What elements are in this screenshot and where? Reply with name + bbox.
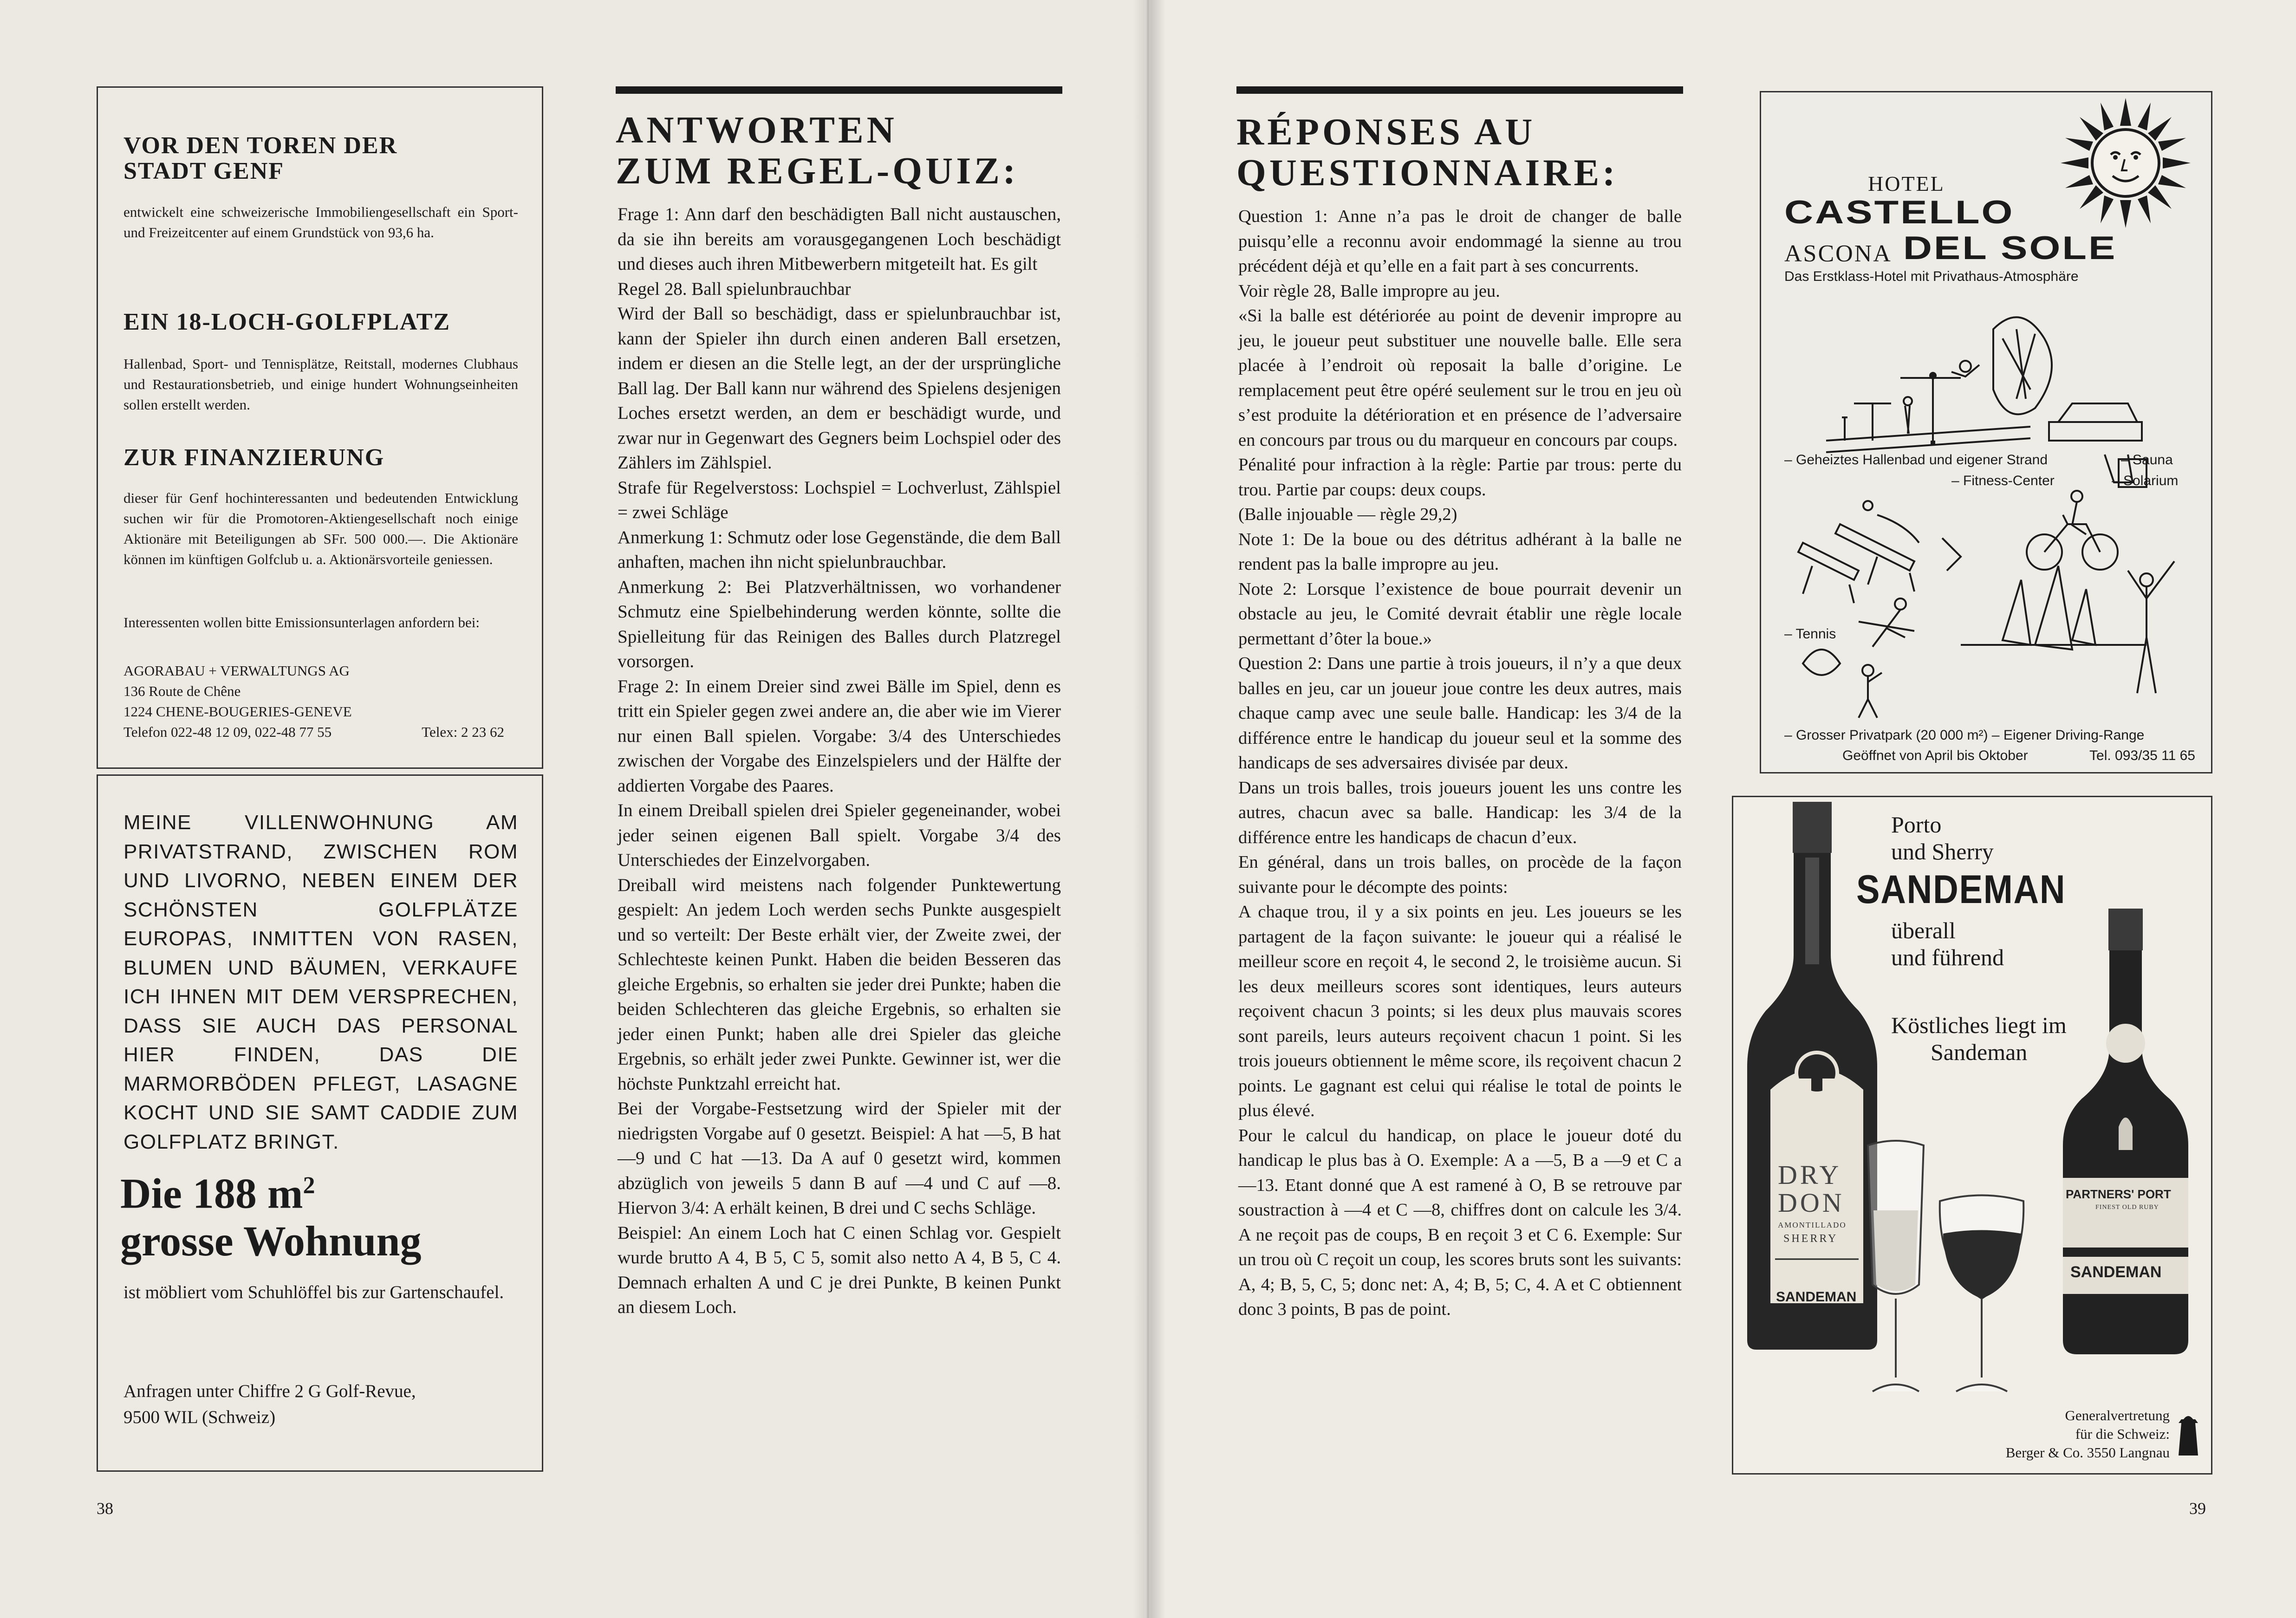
genf-text-2: Hallenbad, Sport- und Tennisplätze, Reitstall, modernes Clubhaus und Restaurationsbetrieb, und einige hundert Wohnungseinheiten sollen erstellt werden. — [124, 356, 518, 413]
fr-paragraph: A chaque trou, il y a six points en jeu. Les joueurs se les partagent de la façon suivante: le joueur qui a réalisé le meilleur score en reçoit 4, le second 2, le troisième aucun. Si les deux meilleurs scores sont identiques, leurs auteurs reçoivent chacun 3 points; si les deux plus mauvais scores sont pareils, leurs auteurs reçoivent chacun 1 point. Si les trois joueurs obtiennent le même score, ils reçoivent chacun 2 points. Le gagnant est celui qui réalise le total de points le plus élevé. — [1238, 902, 1682, 1120]
de-paragraph: Anmerkung 1: Schmutz oder lose Gegenstände, die dem Ball anhaften, machen ihn nicht spielunbrauchbar. — [618, 527, 1061, 572]
de-paragraph: In einem Dreiball spielen drei Spieler gegeneinander, wobei jeder seinen eigenen Ball spielt. Vorgabe 3/4 des Unterschiedes der Einzelvorgaben. — [618, 800, 1061, 870]
villa-ad — [97, 774, 543, 1472]
fr-paragraph: Note 1: De la boue ou des détritus adhérant à la balle ne rendent pas la balle impropre au jeu. — [1238, 529, 1682, 574]
villa-caps-text: MEINE VILLENWOHNUNG AM PRIVATSTRAND, ZWISCHEN ROM UND LIVORNO, NEBEN EINEM DER SCHÖNSTEN GOLFPLÄTZE EUROPAS, INMITTEN VON RASEN, BLUMEN UND BÄUMEN, VERKAUFE ICH IHNEN MIT DEM VERSPRECHEN, DASS SIE AUCH DAS PERSONAL HIER FINDEN, DAS DIE MARMORBÖDEN PFLEGT, LASAGNE KOCHT UND SIE SAMT CADDIE ZUM GOLFPLATZ BRINGT. — [124, 811, 518, 1153]
agent-line-2: für die Schweiz: — [2075, 1426, 2170, 1442]
port-bottle-icon — [2049, 909, 2202, 1354]
hotel-feature-6: – Grosser Privatpark (20 000 m²) – Eigener Driving-Range — [1784, 728, 2145, 743]
headline-line-1 — [120, 1162, 520, 1217]
hotel-ad — [1760, 91, 2212, 773]
genf-ad — [97, 86, 543, 769]
sherry-label-sherry: SHERRY — [1783, 1233, 1838, 1245]
article-top-rule — [616, 86, 1062, 94]
page-number-right: 39 — [2189, 1499, 2206, 1518]
hotel-feature-1: – Geheiztes Hallenbad und eigener Strand — [1784, 452, 2048, 468]
genf-text-1: entwickelt eine schweizerische Immobiliengesellschaft ein Sport- und Freizeitcenter auf einem Grundstück von 93,6 ha. — [124, 204, 518, 241]
de-paragraph: Frage 1: Ann darf den beschädigten Ball nicht austauschen, da sie ihn bereits am vorausgegangenen Loch beschädigt und dieses auch ihren Mitbewerbern mitgeteilt hat. Es gilt — [618, 204, 1061, 274]
sherry-label-amontillado: AMONTILLADO — [1778, 1221, 1847, 1229]
de-paragraph: Frage 2: In einem Dreier sind zwei Bälle im Spiel, denn es tritt ein Spieler gegen zwei andere an, die aber wie im Vierer nur einen Ball spielen. Vorgabe: 3/4 des Unterschiedes zwischen der Vorgabe des Einzelspielers und der Hälfte der addierten Vorgabe des Paares. — [618, 676, 1061, 796]
hotel-location: ASCONA — [1784, 240, 1892, 267]
de-paragraph: Dreiball wird meistens nach folgender Punktewertung gespielt: An jedem Loch werden sechs Punkte ausgespielt und so verteilt: Der Beste erhält vier, der Zweite zwei, der Schlechteste keinen Punkt. Haben die beiden Besseren das gleiche Ergebnis, so erhalten sie jeder drei Punkte; haben die beiden Schlechteren das gleiche Ergebnis, so erhalten sie jeder einen Punkt; haben alle drei Spieler das gleiche Ergebnis, so erhält jeder zwei Punkte. Gewinner ist, wer die höchste Punktzahl erreicht hat. — [618, 875, 1061, 1094]
de-paragraph: Wird der Ball so beschädigt, dass er spielunbrauchbar ist, kann der Spieler ihn durch einen anderen Ball ersetzen, indem er diesen an die Stelle legt, an der der ursprüngliche Ball lag. Der Ball kann nur während des Spielens desjenigen Loches ersetzt werden, an dem er beschädigt wurde, und zwar nur in Gegenwart des Gegners beim Lochspiel oder des Zählers im Zählspiel. — [618, 304, 1061, 473]
villa-contact — [124, 1378, 518, 1430]
hotel-label: HOTEL — [1868, 172, 1945, 195]
sherry-label-sandeman: SANDEMAN — [1776, 1289, 1857, 1305]
fr-paragraph: Note 2: Lorsque l’existence de boue pourrait devenir un obstacle au jeu, le Comité devrait établir une règle locale permettant d’ôter la boue.» — [1238, 579, 1682, 649]
headline-line-2: grosse Wohnung — [120, 1217, 422, 1265]
fr-paragraph: Question 2: Dans une partie à trois joueurs, il n’y a que deux balles en jeu, car un joueur joue contre les deux autres, mais chaque camp avec une seule balle. Handicap: les 3/4 de la différence entre le handicap du joueur seul et la somme des handicaps de ses adversaires divisée par deux. — [1238, 654, 1682, 773]
de-title-line-2: ZUM REGEL-QUIZ: — [616, 149, 1019, 192]
genf-text-3: dieser für Genf hochinteressanten und bedeutenden Entwicklung suchen wir für die Promotoren-Aktiengesellschaft noch einige Aktionäre mit Beteiligungen ab SFr. 500 000.—. Die Aktionäre können im künftigen Golfclub u. a. Aktionärsvorteile geniessen. — [124, 490, 518, 568]
headline-sup: 2 — [303, 1172, 315, 1199]
sandeman-line-1: Porto — [1891, 812, 1942, 838]
fr-article-body — [1238, 204, 1682, 1322]
fr-article-title — [1236, 111, 1683, 193]
sherry-label-don: DON — [1778, 1188, 1845, 1218]
hotel-phone: Tel. 093/35 11 65 — [2089, 748, 2195, 763]
address-line-street: 136 Route de Chêne — [124, 683, 241, 700]
hotel-feature-3: – Fitness-Center — [1951, 473, 2055, 488]
address-line-city: 1224 CHENE-BOUGERIES-GENEVE — [124, 703, 352, 720]
phone-numbers: Telefon 022-48 12 09, 022-48 77 55 — [124, 724, 332, 741]
sandeman-line-6: Sandeman — [1931, 1039, 2028, 1065]
telex-number: Telex: 2 23 62 — [422, 724, 504, 741]
de-paragraph: Anmerkung 2: Bei Platzverhältnissen, wo vorhandener Schmutz eine Spielbehinderung werden könnte, sollte die Spielleitung für das Reinigen des Balles durch Platzregel vorsorgen. — [618, 577, 1061, 671]
de-paragraph: Bei der Vorgabe-Festsetzung wird der Spieler mit der niedrigsten Vorgabe auf 0 gesetzt. Beispiel: A hat —5, B hat —9 und C hat —13. Da A auf 0 gesetzt wird, kommen abzüglich von jeweils 5 dann B auf —4 und C auf —8. Hiervon 3/4: A erhält keinen, B drei und C sechs Schläge. — [618, 1098, 1061, 1218]
agent-line-1: Generalvertretung — [2065, 1407, 2170, 1423]
villa-headline — [120, 1162, 520, 1265]
genf-heading-3: ZUR FINANZIERUNG — [124, 444, 385, 471]
de-paragraph: Strafe für Regelverstoss: Lochspiel = Lochverlust, Zählspiel = zwei Schläge — [618, 477, 1061, 522]
sherry-label-dry: DRY — [1778, 1160, 1842, 1190]
left-page — [0, 0, 1147, 1618]
genf-heading-1: VOR DEN TOREN DER STADT GENF — [124, 132, 398, 184]
sandeman-line-5: Köstliches liegt im — [1891, 1012, 2067, 1038]
right-page — [1149, 0, 2296, 1618]
page-number-left: 38 — [97, 1499, 113, 1518]
sandeman-line-4: und führend — [1891, 944, 2004, 970]
sandeman-line-3: überall — [1891, 917, 1956, 943]
contact-line-1: Anfragen unter Chiffre 2 G Golf-Revue, — [124, 1381, 416, 1401]
headline-size: Die 188 m — [120, 1170, 303, 1217]
sherry-bottle-icon — [1743, 802, 1882, 1350]
genf-text-4: Interessenten wollen bitte Emissionsunterlagen anfordern bei: — [124, 614, 480, 630]
sandeman-line-2: und Sherry — [1891, 838, 1994, 864]
de-paragraph: Regel 28. Ball spielunbrauchbar — [618, 279, 851, 299]
fr-paragraph: En général, dans un trois balles, on procède de la façon suivante pour le décompte des points: — [1238, 852, 1682, 897]
fr-article-top-rule — [1236, 86, 1683, 94]
fr-paragraph: (Balle injouable — règle 29,2) — [1238, 505, 1457, 524]
hotel-feature-4: – Solarium — [2112, 473, 2179, 488]
hotel-feature-5: – Tennis — [1784, 626, 1836, 642]
fr-paragraph: Dans un trois balles, trois joueurs jouent les uns contre les autres, chacun avec sa balle. Handicap: les 3/4 de la différence entre les handicaps de chacun d’eux. — [1238, 778, 1682, 847]
sandeman-agent — [1956, 1406, 2170, 1462]
de-article-body — [618, 202, 1061, 1320]
hotel-name-line-1: CASTELLO — [1784, 194, 2015, 231]
genf-address — [124, 661, 518, 742]
de-article-title — [616, 110, 1062, 191]
fr-title-line-2: QUESTIONNAIRE: — [1236, 151, 1619, 194]
port-label-sandeman: SANDEMAN — [2070, 1263, 2162, 1281]
don-figure-icon — [2177, 1409, 2200, 1460]
hotel-name-line-2 — [1784, 225, 2117, 271]
sandeman-brand: SANDEMAN — [1856, 867, 2066, 912]
hotel-opening-row — [1842, 748, 2195, 764]
fr-paragraph: «Si la balle est détériorée au point de devenir impropre au jeu, le joueur peut substituer une nouvelle balle. Elle sera placée à l’endroit où reposait la balle d’origine. Le remplacement peut être opéré seulement sur le trou en jeu où s’est produite la détérioration et en présence de l’adversaire en concours par trous ou du marqueur en concours par coups. — [1238, 306, 1682, 450]
wine-glasses-icon — [1863, 1131, 2030, 1419]
sun-logo-icon — [2061, 98, 2191, 228]
hotel-tagline: Das Erstklass-Hotel mit Privathaus-Atmosphäre — [1784, 269, 2079, 284]
port-label-partners: PARTNERS' PORT — [2066, 1187, 2171, 1201]
hotel-feature-2: – Sauna — [2121, 452, 2173, 468]
port-label-ruby: FINEST OLD RUBY — [2095, 1204, 2159, 1211]
fr-paragraph: Pour le calcul du handicap, on place le joueur doté du handicap le plus bas à O. Exemple: A a —5, B a —9 et C a —13. Etant donné que A est ramené à O, B se retrouve par soustraction à —4 et C —8, chiffres dont on calcule les 3/4. A ne reçoit pas de coups, B en reçoit 3 et C 6. Exemple: Sur un trou où C reçoit un coup, les scores bruts sont les suivants: A, 4; B, 5, C, 5; donc net: A, 4; B, 5; C, 4. A et C obtiennent donc 3 points, B pas de point. — [1238, 1125, 1682, 1319]
fr-paragraph: Question 1: Anne n’a pas le droit de changer de balle puisqu’elle a reconnu avoir endommagé la sienne au trou précédent déjà et qu’elle en a fait part à ses concurrents. — [1238, 207, 1682, 276]
fr-paragraph: Pénalité pour infraction à la règle: Partie par trous: perte du trou. Partie par coups: deux coups. — [1238, 455, 1682, 500]
de-title-line-1: ANTWORTEN — [616, 109, 898, 151]
leisure-illustration — [1784, 487, 2193, 728]
fr-title-line-1: RÉPONSES AU — [1236, 110, 1536, 153]
hotel-opening-hours: Geöffnet von April bis Oktober — [1842, 748, 2028, 763]
agent-line-3: Berger & Co. 3550 Langnau — [2005, 1444, 2170, 1461]
contact-line-2: 9500 WIL (Schweiz) — [124, 1407, 276, 1427]
hotel-name-del-sole: DEL SOLE — [1903, 229, 2117, 266]
fr-paragraph: Voir règle 28, Balle impropre au jeu. — [1238, 281, 1500, 301]
villa-text: ist möbliert vom Schuhlöffel bis zur Gartenschaufel. — [124, 1282, 504, 1302]
de-paragraph: Beispiel: An einem Loch hat C einen Schlag vor. Gespielt wurde brutto A 4, B 5, C 5, somit also netto A 4, B 5, C 4. Demnach erhalten A und C je drei Punkte, B keinen Punkt an diesem Loch. — [618, 1222, 1061, 1317]
sandeman-ad — [1732, 796, 2212, 1475]
address-line-company: AGORABAU + VERWALTUNGS AG — [124, 663, 350, 679]
phone-row — [124, 722, 504, 742]
genf-heading-2: EIN 18-LOCH-GOLFPLATZ — [124, 309, 451, 335]
